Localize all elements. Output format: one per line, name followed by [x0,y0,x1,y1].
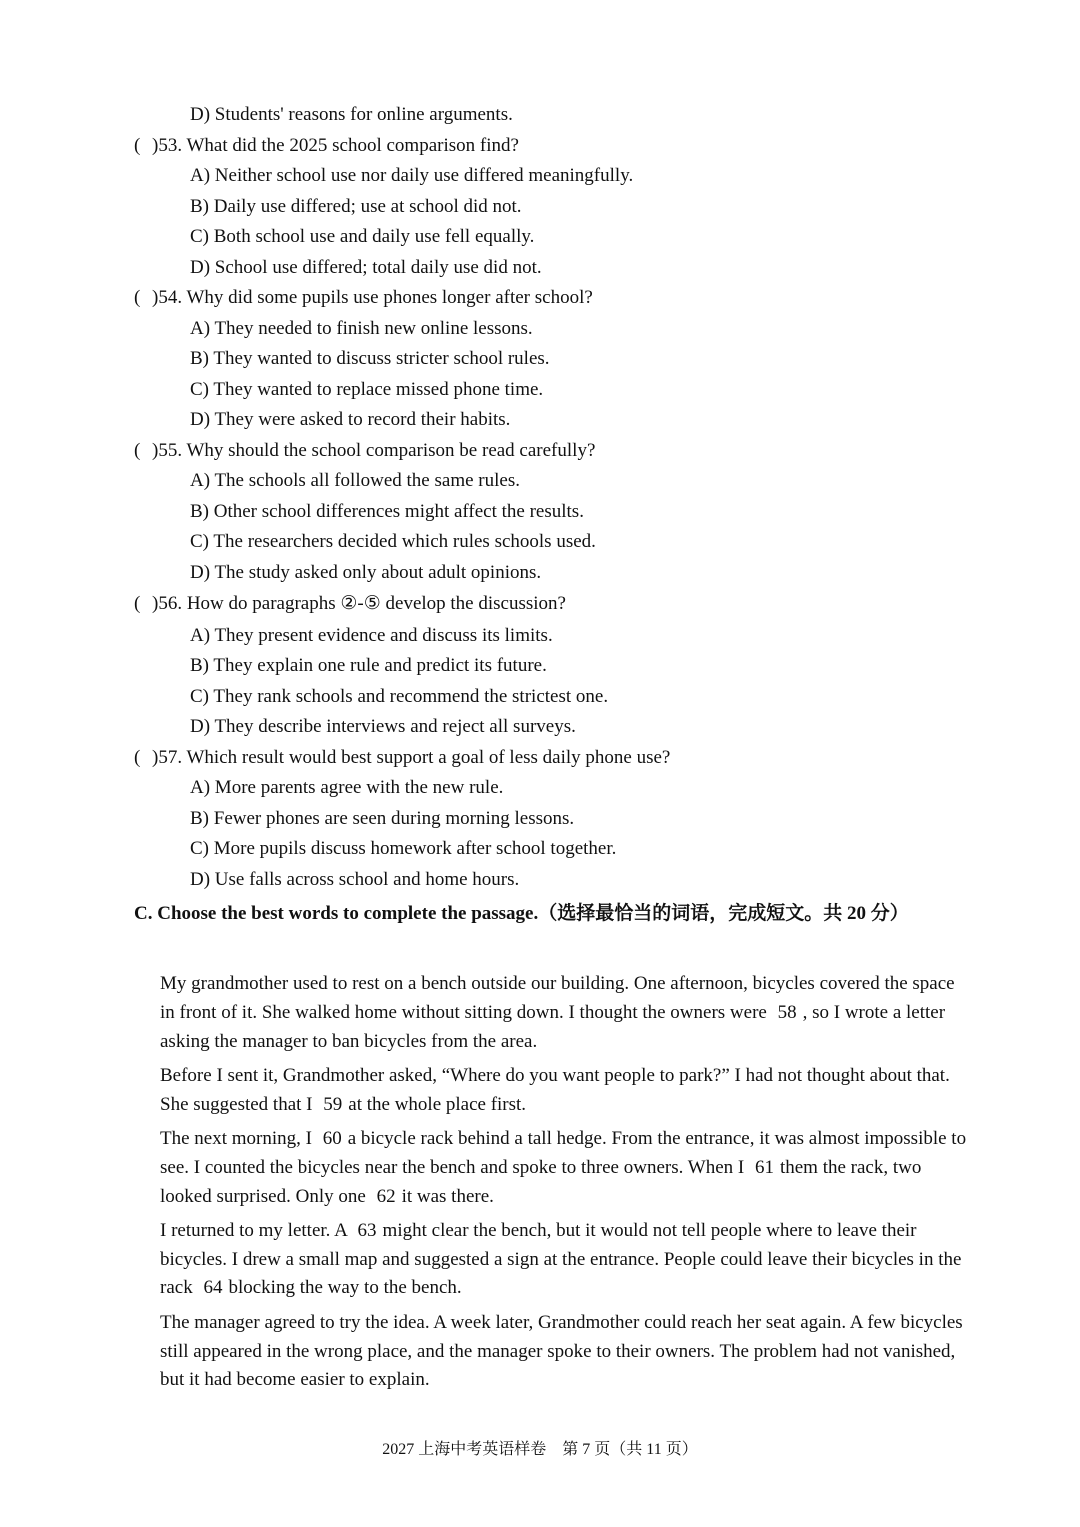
option-line: C) Both school use and daily use fell equally. [190,226,535,247]
passage-text: The next morning, I [160,1127,317,1149]
question-stem [134,436,994,467]
option-line: B) They wanted to discuss stricter school rules. [190,348,550,369]
question-text: )57. Which result would best support a goal of less daily phone use? [152,746,671,768]
answer-paren: ( [134,746,141,768]
option-line: D) They describe interviews and reject all surveys. [190,716,576,737]
passage-text: it was there. [401,1185,494,1207]
passage-text: My grandmother used to rest on a bench outside our building. One afternoon, bicycles covered the space in front of it. She walked home without sitting down. I thought the owners were [160,973,955,1023]
option-line: B) They explain one rule and predict its future. [190,655,547,676]
page-footer: 2027 上海中考英语样卷 第 7 页（共 11 页） [382,1441,698,1458]
question-stem [134,283,994,314]
passage-text: might clear the bench, but it would not tell people where to leave their bicycles. I drew a small map and suggested a sign at the entrance. People could leave their bicycles in the rack [160,1219,962,1299]
blank-number: 58 [777,1001,797,1023]
passage-text: Before I sent it, Grandmother asked, “Where do you want people to park?” I had not thought about that. She suggested that I [160,1064,950,1115]
passage-paragraph [160,1062,970,1120]
option-line: D) Students' reasons for online arguments. [190,104,513,125]
option-line: B) Other school differences might affect the results. [190,500,584,522]
question-stem [134,743,994,774]
passage-text: at the whole place first. [348,1093,527,1115]
option-line: A) Neither school use nor daily use differed meaningfully. [190,165,634,186]
blank-number: 64 [203,1277,223,1299]
passage-text: a bicycle rack behind a tall hedge. From the entrance, it was almost impossible to see. I counted the bicycles near the bench and spoke to three owners. When I [160,1127,967,1178]
answer-paren: ( [134,593,141,614]
option-line: C) The researchers decided which rules schools used. [190,531,596,552]
passage-text: blocking the way to the bench. [228,1277,462,1299]
option-line: D) School use differed; total daily use did not. [190,256,542,278]
passage-text: them the rack, two looked surprised. Only one [160,1156,922,1207]
passage-paragraph [160,970,970,1056]
option-line: C) More pupils discuss homework after school together. [190,838,617,859]
answer-paren: ( [134,134,141,156]
passage-text: The manager agreed to try the idea. A week later, Grandmother could reach her seat again. A few bicycles still appeared in the wrong place, and the manager spoke to their owners. The problem had not vanished, but it had become easier to explain. [160,1311,963,1391]
blank-number: 63 [357,1219,377,1241]
passage-paragraph [160,1217,970,1303]
option-line: D) Use falls across school and home hours. [190,868,520,890]
option-line: A) The schools all followed the same rules. [190,470,520,491]
option-line: B) Daily use differed; use at school did not. [190,195,522,217]
blank-number: 62 [376,1185,396,1207]
question-text: )55. Why should the school comparison be read carefully? [152,439,596,461]
passage-paragraph [160,1309,970,1395]
option-line: B) Fewer phones are seen during morning lessons. [190,807,575,829]
cloze-passage [160,970,970,1401]
section-c-heading: C. Choose the best words to complete the passage.（选择最恰当的词语，完成短文。共 20 分） [134,903,909,924]
option-line: D) The study asked only about adult opinions. [190,561,542,583]
blank-number: 59 [323,1093,343,1115]
question-text: )53. What did the 2025 school comparison find? [152,134,519,156]
blank-number: 61 [754,1156,774,1178]
option-line: A) They needed to finish new online lessons. [190,317,533,339]
question-list [134,100,994,895]
answer-paren: ( [134,287,141,308]
question-stem [134,131,994,162]
blank-number: 60 [322,1127,342,1149]
option-line: A) They present evidence and discuss its limits. [190,624,553,646]
option-line: C) They wanted to replace missed phone time. [190,378,544,400]
question-text: )54. Why did some pupils use phones longer after school? [152,287,593,308]
question-stem [134,588,994,621]
option-line: D) They were asked to record their habits. [190,409,511,430]
answer-paren: ( [134,439,141,461]
passage-text: , so I wrote a letter asking the manager to ban bicycles from the area. [160,1001,946,1052]
option-line: C) They rank schools and recommend the strictest one. [190,685,609,707]
passage-paragraph [160,1125,970,1211]
passage-text: I returned to my letter. A [160,1219,352,1241]
question-text: )56. How do paragraphs ②-⑤ develop the discussion? [152,593,566,614]
option-line: A) More parents agree with the new rule. [190,777,504,798]
